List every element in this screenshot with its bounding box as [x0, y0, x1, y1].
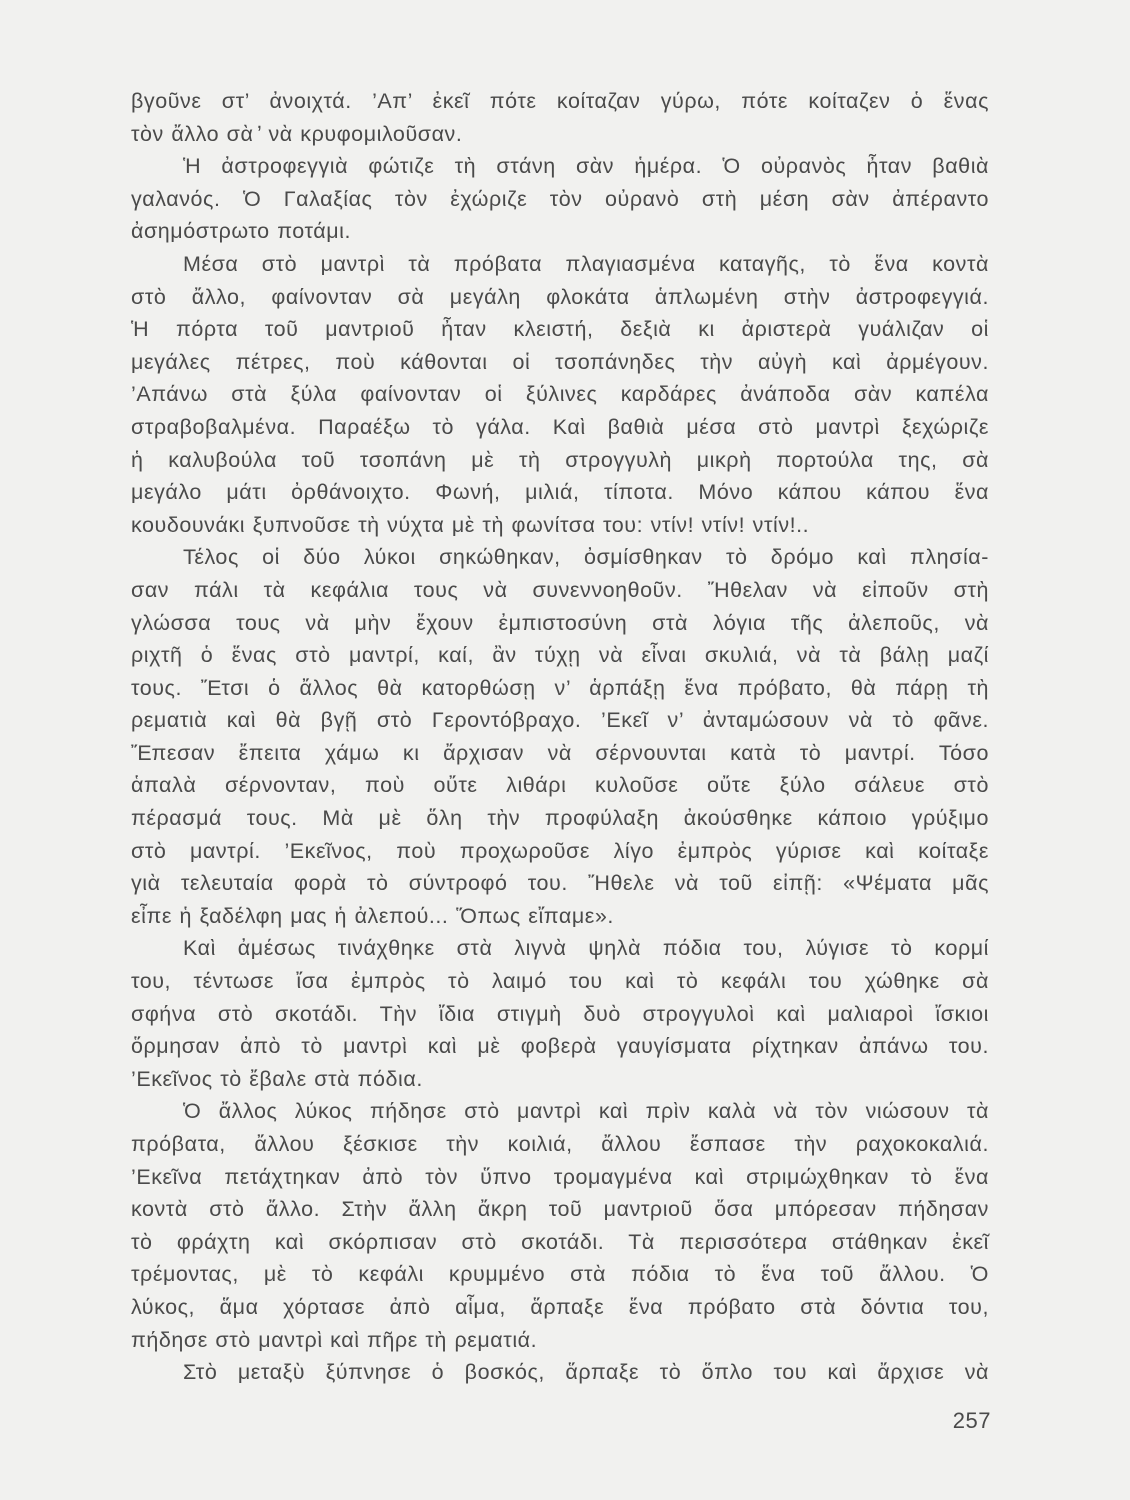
- text-line: ἁπαλὰ σέρνονταν, ποὺ οὔτε λιθάρι κυλοῦσε οὔτε ξύλο σάλευε στὸ: [131, 773, 989, 798]
- text-line: μεγάλες πέτρες, ποὺ κάθονται οἱ τσοπάνηδες τὴν αὐγὴ καὶ ἀρμέγουν.: [131, 349, 989, 374]
- text-line: Καὶ ἀμέσως τινάχθηκε στὰ λιγνὰ ψηλὰ πόδια του, λύγισε τὸ κορμί: [183, 936, 989, 961]
- text-line: πρόβατα, ἄλλου ξέσκισε τὴν κοιλιά, ἄλλου ἔσπασε τὴν ραχοκοκαλιά.: [131, 1132, 989, 1156]
- text-line: γαλανός. Ὁ Γαλαξίας τὸν ἐχώριζε τὸν οὐρανὸ στὴ μέση σὰν ἀπέραντο: [131, 186, 989, 211]
- text-line: ’Εκεῖνος τὸ ἔβαλε στὰ πόδια.: [131, 1066, 423, 1091]
- text-line: του, τέντωσε ἴσα ἐμπρὸς τὸ λαιμό του καὶ τὸ κεφάλι του χώθηκε σὰ: [131, 969, 989, 994]
- page-number: 257: [952, 1408, 991, 1433]
- text-line: Τέλος οἱ δύο λύκοι σηκώθηκαν, ὀσμίσθηκαν τὸ δρόμο καὶ πλησία-: [183, 545, 989, 570]
- text-line: Μέσα στὸ μαντρὶ τὰ πρόβατα πλαγιασμένα καταγῆς, τὸ ἕνα κοντὰ: [183, 251, 989, 276]
- text-line: ριχτῆ ὁ ἕνας στὸ μαντρί, καί, ἂν τύχῃ νὰ εἶναι σκυλιά, νὰ τὰ βάλῃ μαζί: [131, 643, 989, 668]
- text-line: μεγάλο μάτι ὀρθάνοιχτο. Φωνή, μιλιά, τίποτα. Μόνο κάπου κάπου ἕνα: [131, 480, 989, 505]
- text-line: γιὰ τελευταία φορὰ τὸ σύντροφό του. Ἤθελε νὰ τοῦ εἰπῇ: «Ψέματα μᾶς: [131, 871, 989, 896]
- text-line: κουδουνάκι ξυπνοῦσε τὴ νύχτα μὲ τὴ φωνίτσα του: ντίν! ντίν! ντίν!..: [131, 512, 810, 537]
- text-line: ρεματιὰ καὶ θὰ βγῇ στὸ Γεροντόβραχο. ’Εκεῖ ν’ ἀνταμώσουν νὰ τὸ φᾶνε.: [131, 708, 989, 733]
- text-line: στὸ μαντρί. ’Εκεῖνος, ποὺ προχωροῦσε λίγο ἐμπρὸς γύρισε καὶ κοίταξε: [131, 838, 989, 863]
- text-line: κοντὰ στὸ ἄλλο. Στὴν ἄλλη ἄκρη τοῦ μαντριοῦ ὅσα μπόρεσαν πήδησαν: [131, 1197, 989, 1222]
- text-line: Στὸ μεταξὺ ξύπνησε ὁ βοσκός, ἅρπαξε τὸ ὅπλο του καὶ ἄρχισε νὰ: [183, 1360, 989, 1385]
- text-line: εἶπε ἡ ξαδέλφη μας ἡ ἀλεπού... Ὅπως εἴπαμε».: [131, 903, 614, 928]
- text-line: ’Εκεῖνα πετάχτηκαν ἀπὸ τὸν ὕπνο τρομαγμένα καὶ στριμώχθηκαν τὸ ἕνα: [131, 1164, 989, 1189]
- text-line: τὸν ἄλλο σὰ ̓ νὰ κρυφομιλοῦσαν.: [131, 121, 463, 146]
- text-line: γλώσσα τους νὰ μὴν ἔχουν ἐμπιστοσύνη στὰ λόγια τῆς ἀλεποῦς, νὰ: [131, 610, 989, 635]
- text-line: πέρασμά τους. Μὰ μὲ ὅλη τὴν προφύλαξη ἀκούσθηκε κάποιο γρύξιμο: [131, 806, 989, 831]
- text-line: ’Απάνω στὰ ξύλα φαίνονταν οἱ ξύλινες καρδάρες ἀνάποδα σὰν καπέλα: [131, 382, 989, 407]
- text-line: ἡ καλυβούλα τοῦ τσοπάνη μὲ τὴ στρογγυλὴ μικρὴ πορτούλα της, σὰ: [131, 447, 989, 472]
- text-line: Ὁ ἄλλος λύκος πήδησε στὸ μαντρὶ καὶ πρὶν καλὰ νὰ τὸν νιώσουν τὰ: [183, 1099, 989, 1124]
- text-line: τους. Ἔτσι ὁ ἄλλος θὰ κατορθώσῃ ν’ ἁρπάξῃ ἕνα πρόβατο, θὰ πάρῃ τὴ: [131, 675, 989, 700]
- text-line: τὸ φράχτη καὶ σκόρπισαν στὸ σκοτάδι. Τὰ περισσότερα στάθηκαν ἐκεῖ: [131, 1229, 989, 1254]
- text-line: Ἡ ἀστροφεγγιὰ φώτιζε τὴ στάνη σὰν ἡμέρα. Ὁ οὐρανὸς ἦταν βαθιὰ: [183, 154, 989, 179]
- body-text: [131, 85, 989, 1389]
- text-line: λύκος, ἅμα χόρτασε ἀπὸ αἷμα, ἅρπαξε ἕνα πρόβατο στὰ δόντια του,: [131, 1294, 989, 1319]
- text-line: ἀσημόστρωτο ποτάμι.: [131, 219, 351, 244]
- text-line: στὸ ἄλλο, φαίνονταν σὰ μεγάλη φλοκάτα ἁπλωμένη στὴν ἀστροφεγγιά.: [131, 284, 989, 309]
- text-line: Ἔπεσαν ἔπειτα χάμω κι ἄρχισαν νὰ σέρνουνται κατὰ τὸ μαντρί. Τόσο: [131, 740, 989, 765]
- text-line: στραβοβαλμένα. Παραέξω τὸ γάλα. Καὶ βαθιὰ μέσα στὸ μαντρὶ ξεχώριζε: [131, 414, 989, 439]
- text-line: πήδησε στὸ μαντρὶ καὶ πῆρε τὴ ρεματιά.: [131, 1327, 538, 1352]
- text-line: τρέμοντας, μὲ τὸ κεφάλι κρυμμένο στὰ πόδια τὸ ἕνα τοῦ ἄλλου. Ὁ: [131, 1262, 989, 1287]
- text-line: σφήνα στὸ σκοτάδι. Τὴν ἴδια στιγμὴ δυὸ στρογγυλοὶ καὶ μαλιαροὶ ἴσκιοι: [131, 1001, 989, 1026]
- text-line: βγοῦνε στ’ ἀνοιχτά. ’Απ’ ἐκεῖ πότε κοίταζαν γύρω, πότε κοίταζεν ὁ ἕνας: [131, 89, 989, 113]
- text-line: σαν πάλι τὰ κεφάλια τους νὰ συνεννοηθοῦν. Ἤθελαν νὰ εἰποῦν στὴ: [131, 577, 989, 602]
- text-line: Ἡ πόρτα τοῦ μαντριοῦ ἦταν κλειστή, δεξιὰ κι ἀριστερὰ γυάλιζαν οἱ: [131, 317, 989, 342]
- text-line: ὅρμησαν ἀπὸ τὸ μαντρὶ καὶ μὲ φοβερὰ γαυγίσματα ρίχτηκαν ἀπάνω του.: [131, 1034, 989, 1059]
